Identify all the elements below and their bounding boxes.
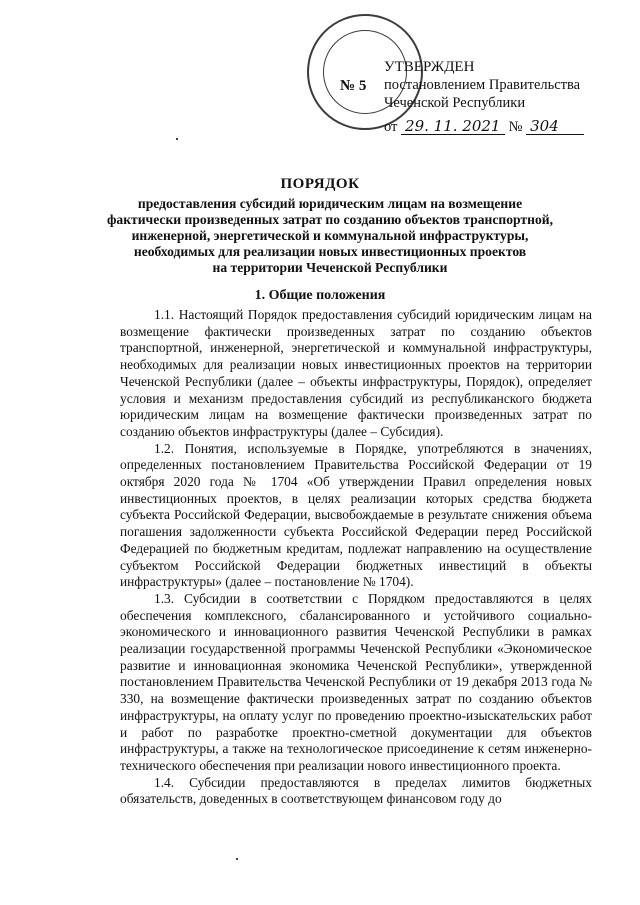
approval-date-row	[384, 118, 584, 136]
subtitle-line: необходимых для реализации новых инвестиционных проектов	[133, 244, 527, 259]
paragraph: 1.2. Понятия, используемые в Порядке, употребляются в значениях, определенных постановлением Правительства Российской Федерации от 19 октября 2020 года № 1704 «Об утверждении Правил определения новых инвестиционных проектов, в целях реализации которых средства бюджета субъекта Российской Федерации, высвобождаемые в результате снижения объема погашения задолженности субъекта Российской Федерации перед Российской Федерацией по бюджетным кредитам, подлежат направлению на осуществление субъектом Российской Федерации бюджетных инвестиций в объекты инфраструктуры» (далее – постановление № 1704).	[120, 440, 592, 590]
document-body	[120, 307, 592, 808]
subtitle-line: предоставления субсидий юридическим лицам на возмещение	[137, 196, 523, 211]
subtitle-line: на территории Чеченской Республики	[212, 260, 448, 275]
scan-speck	[176, 138, 178, 140]
subtitle-line: инженерной, энергетической и коммунальной инфраструктуры,	[131, 228, 529, 243]
section-heading: 1. Общие положения	[254, 288, 386, 303]
approval-date: 29. 11. 2021	[401, 118, 505, 135]
approval-line-2: Чеченской Республики	[384, 95, 526, 111]
approval-line-1: постановлением Правительства	[384, 77, 581, 93]
number-prefix: №	[508, 119, 523, 135]
paragraph: 1.4. Субсидии предоставляются в пределах лимитов бюджетных обязательств, доведенных в соответствующем финансовом году до	[120, 774, 592, 807]
document-subtitle	[90, 196, 570, 276]
paragraph: 1.1. Настоящий Порядок предоставления субсидий юридическим лицам на возмещение фактически произведенных затрат по созданию объектов транспортной, инженерной, энергетической и коммунальной инфраструктуры, необходимых для реализации новых инвестиционных проектов на территории Чеченской Республики (далее – объекты инфраструктуры, Порядок), определяет условия и механизм предоставления субсидий из республиканского бюджета юридическим лицам на возмещение фактически произведенных затрат по созданию объектов инфраструктуры (далее – Субсидия).	[120, 307, 592, 439]
subtitle-line: фактически произведенных затрат по созданию объектов транспортной,	[107, 212, 553, 227]
date-prefix: от	[384, 119, 398, 135]
seal-number: № 5	[340, 78, 367, 94]
approval-title: УТВЕРЖДЕН	[384, 59, 475, 75]
paragraph: 1.3. Субсидии в соответствии с Порядком предоставляются в целях обеспечения комплексного, сбалансированного и устойчивого социально-экономического и инновационного развития Чеченской Республики в рамках реализации государственной программы Чеченской Республики «Экономическое развитие и инновационная экономика Чеченской Республики», утвержденной постановлением Правительства Чеченской Республики от 19 декабря 2013 года № 330, на возмещение фактически произведенных затрат по созданию объектов инфраструктуры, на оплату услуг по проведению проектно-изыскательских работ и работ по разработке проектно-сметной документации для объектов инфраструктуры, а также на технологическое присоединение к сетям инженерно-технического обеспечения при реализации нового инвестиционного проекта.	[120, 590, 592, 773]
approval-number: 304	[526, 118, 584, 135]
document-title: ПОРЯДОК	[280, 176, 360, 192]
scan-speck	[236, 858, 238, 860]
approval-block	[384, 58, 584, 136]
